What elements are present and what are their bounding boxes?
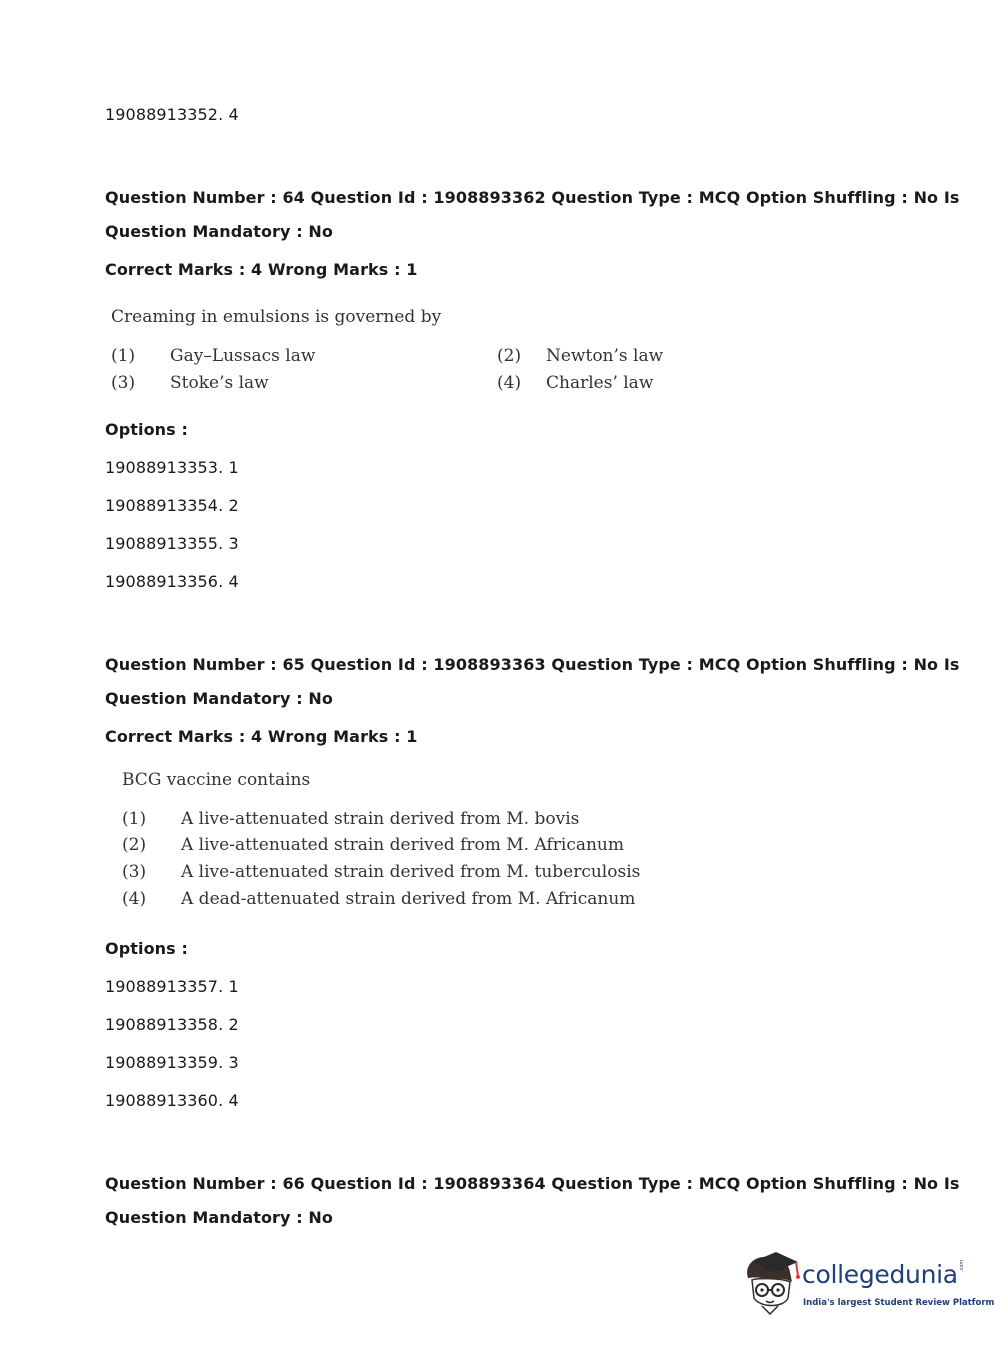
logo-wordmark: collegedunia — [802, 1260, 958, 1289]
q65-choice-1-text: A live-attenuated strain derived from M. bovis — [181, 809, 580, 829]
previous-option-4: 19088913352. 4 — [105, 105, 239, 124]
q64-choice-2-text: Newton’s law — [546, 346, 664, 366]
q65-choice-1-number: (1) — [122, 809, 147, 829]
q64-option-2: 19088913354. 2 — [105, 496, 239, 515]
logo-tagline: India's largest Student Review Platform — [803, 1298, 995, 1308]
q65-stem: BCG vaccine contains — [122, 770, 311, 790]
collegedunia-logo[interactable] — [742, 1248, 995, 1318]
q65-option-3: 19088913359. 3 — [105, 1053, 239, 1072]
mascot-graduation-cap-icon — [742, 1248, 802, 1318]
q65-option-4: 19088913360. 4 — [105, 1091, 239, 1110]
q65-choice-2-text: A live-attenuated strain derived from M. Africanum — [181, 835, 624, 855]
q65-marks: Correct Marks : 4 Wrong Marks : 1 — [105, 727, 418, 746]
q64-choice-4-number: (4) — [497, 373, 522, 393]
q65-options-label: Options : — [105, 939, 188, 958]
q64-option-3: 19088913355. 3 — [105, 534, 239, 553]
q66-header-line2: Question Mandatory : No — [105, 1208, 333, 1227]
q64-header-line1: Question Number : 64 Question Id : 1908893362 Question Type : MCQ Option Shuffling : No Is — [105, 188, 960, 207]
q64-option-4: 19088913356. 4 — [105, 572, 239, 591]
q65-choice-4-number: (4) — [122, 889, 147, 909]
q66-header-line1: Question Number : 66 Question Id : 1908893364 Question Type : MCQ Option Shuffling : No Is — [105, 1174, 960, 1193]
q65-option-2: 19088913358. 2 — [105, 1015, 239, 1034]
q64-choice-1-text: Gay–Lussacs law — [170, 346, 316, 366]
q65-choice-2-number: (2) — [122, 835, 147, 855]
q65-option-1: 19088913357. 1 — [105, 977, 239, 996]
q65-choice-3-text: A live-attenuated strain derived from M. tuberculosis — [181, 862, 641, 882]
q65-choice-4-text: A dead-attenuated strain derived from M. Africanum — [181, 889, 636, 909]
q64-marks: Correct Marks : 4 Wrong Marks : 1 — [105, 260, 418, 279]
q64-choice-3-number: (3) — [111, 373, 136, 393]
q65-choice-3-number: (3) — [122, 862, 147, 882]
q64-options-label: Options : — [105, 420, 188, 439]
q64-option-1: 19088913353. 1 — [105, 458, 239, 477]
q64-stem: Creaming in emulsions is governed by — [111, 307, 442, 327]
q64-choice-4-text: Charles’ law — [546, 373, 654, 393]
q64-choice-1-number: (1) — [111, 346, 136, 366]
q64-choice-2-number: (2) — [497, 346, 522, 366]
q65-header-line2: Question Mandatory : No — [105, 689, 333, 708]
logo-domain-suffix: .com — [959, 1259, 965, 1272]
q64-header-line2: Question Mandatory : No — [105, 222, 333, 241]
q65-header-line1: Question Number : 65 Question Id : 1908893363 Question Type : MCQ Option Shuffling : No Is — [105, 655, 960, 674]
q64-choice-3-text: Stoke’s law — [170, 373, 269, 393]
